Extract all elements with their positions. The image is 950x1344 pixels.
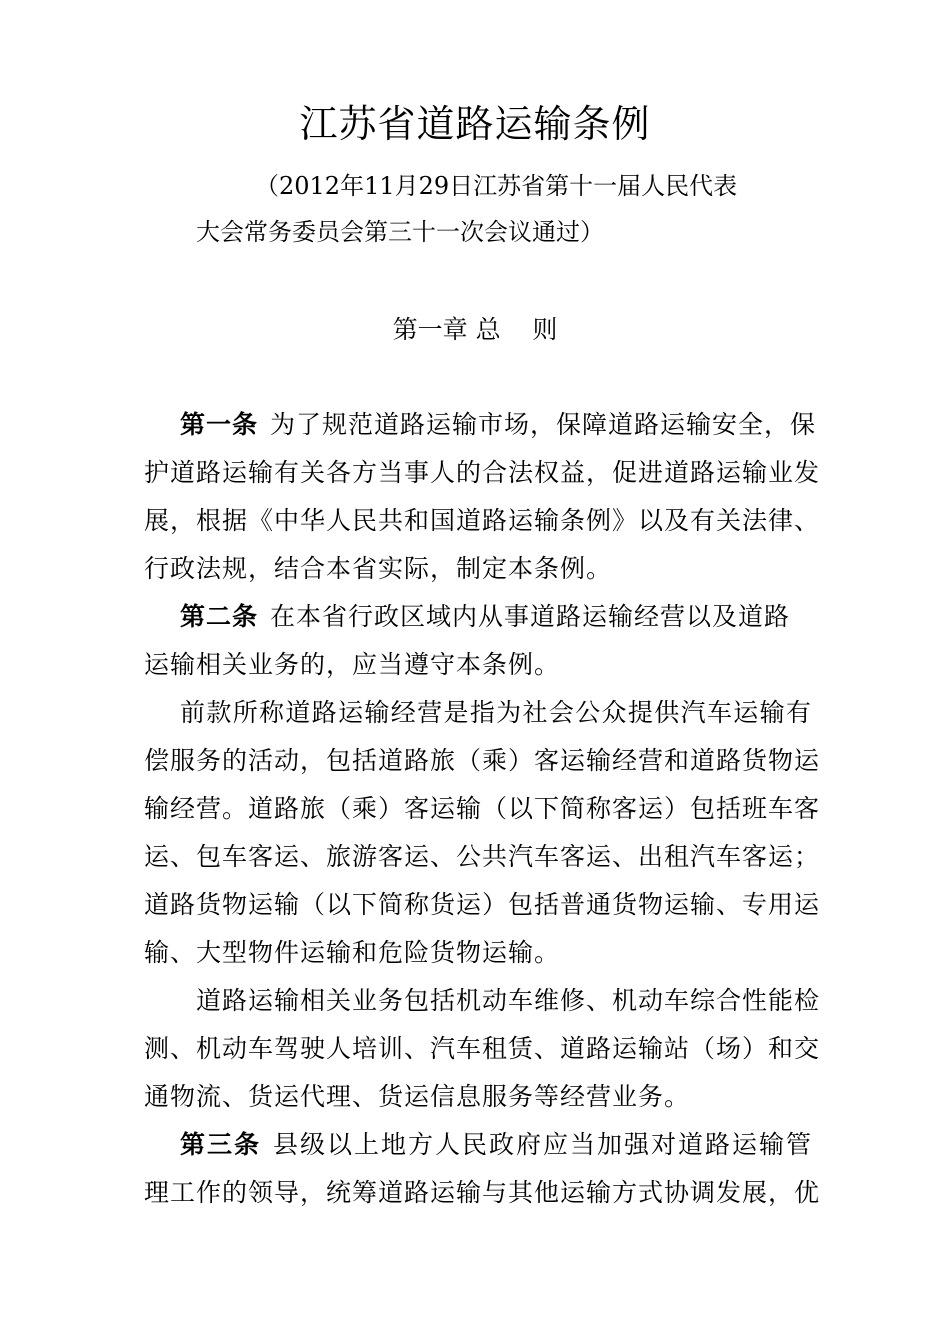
line-text: 道路运输相关业务包括机动车维修、机动车综合性能检 <box>196 986 821 1015</box>
article-label: 第一条 <box>180 410 259 439</box>
text-line <box>144 888 821 922</box>
line-text: 输经营。道路旅（乘）客运输（以下简称客运）包括班车客 <box>144 794 821 823</box>
chapter-heading: 第一章 总 则 <box>392 315 558 344</box>
line-text: 测、机动车驾驶人培训、汽车租赁、道路运输站（场）和交 <box>144 1034 821 1063</box>
line-text: 通物流、货运代理、货运信息服务等经营业务。 <box>144 1082 691 1111</box>
text-line <box>144 1032 821 1066</box>
line-text: 县级以上地方人民政府应当加强对道路运输管 <box>273 1130 812 1159</box>
line-text: 在本省行政区域内从事道路运输经营以及道路 <box>270 602 791 631</box>
line-text: 护道路运输有关各方当事人的合法权益，促进道路运输业发 <box>144 458 821 487</box>
text-line <box>180 696 812 730</box>
line-text: 为了规范道路运输市场，保障道路运输安全，保 <box>270 410 817 439</box>
text-line <box>144 552 812 586</box>
text-line <box>144 936 812 970</box>
line-text: 行政法规，结合本省实际，制定本条例。 <box>144 554 613 583</box>
text-line <box>144 1176 821 1210</box>
line-text: 展，根据《中华人民共和国道路运输条例》以及有关法律、 <box>144 506 821 535</box>
article-label: 第二条 <box>180 602 259 631</box>
line-text: 偿服务的活动，包括道路旅（乘）客运输经营和道路货物运 <box>144 746 821 775</box>
text-line <box>144 648 812 682</box>
line-text: 输、大型物件运输和危险货物运输。 <box>144 938 561 967</box>
text-line <box>180 408 817 442</box>
line-text: 道路货物运输（以下简称货运）包括普通货物运输、专用运 <box>144 890 821 919</box>
text-line <box>144 744 821 778</box>
text-line <box>180 1128 812 1162</box>
article-label: 第三条 <box>180 1130 261 1159</box>
text-line <box>144 456 821 490</box>
text-line <box>144 840 821 874</box>
adoption-note-line2: 大会常务委员会第三十一次会议通过） <box>196 218 604 246</box>
adoption-note-line1: （2012年11月29日江苏省第十一届人民代表 <box>255 172 738 200</box>
text-line <box>144 504 821 538</box>
line-text: 前款所称道路运输经营是指为社会公众提供汽车运输有 <box>180 698 812 727</box>
text-line <box>144 1080 812 1114</box>
line-text: 理工作的领导，统筹道路运输与其他运输方式协调发展，优 <box>144 1178 821 1207</box>
text-line <box>180 600 812 634</box>
document-title: 江苏省道路运输条例 <box>299 102 651 146</box>
text-line <box>144 792 821 826</box>
line-text: 运、包车客运、旅游客运、公共汽车客运、出租汽车客运； <box>144 842 821 871</box>
text-line <box>196 984 821 1018</box>
line-text: 运输相关业务的，应当遵守本条例。 <box>144 650 561 679</box>
